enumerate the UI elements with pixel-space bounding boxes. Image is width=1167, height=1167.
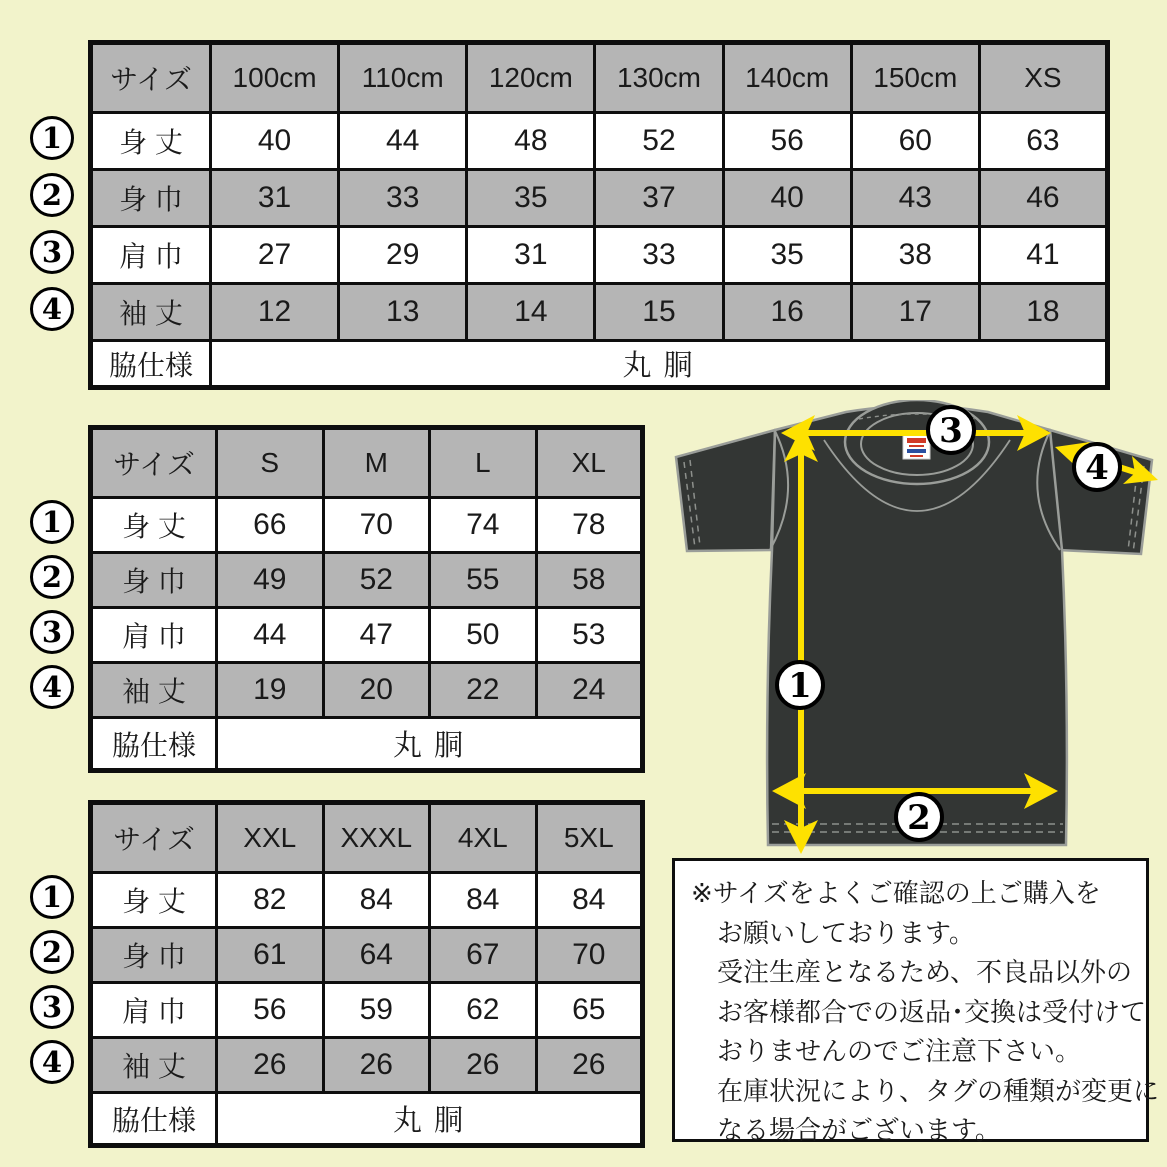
- value-cell: 16: [723, 284, 851, 341]
- value-cell: 52: [595, 113, 723, 170]
- value-cell: 66: [217, 498, 324, 553]
- row-label: 袖 丈: [91, 663, 217, 718]
- row-label: 身 巾: [91, 170, 211, 227]
- table-row: [91, 113, 1108, 170]
- header-cell: S: [217, 428, 324, 498]
- table-row: [91, 873, 643, 928]
- notice-line: なる場合がございます。: [717, 1115, 1001, 1145]
- value-cell: 31: [211, 170, 339, 227]
- value-cell: 20: [323, 663, 430, 718]
- row-label: 袖 丈: [91, 1038, 217, 1093]
- value-cell: 43: [851, 170, 979, 227]
- marker-1-label: 1: [788, 666, 812, 706]
- table-header-row: [91, 803, 643, 873]
- footer-value: 丸 胴: [217, 718, 643, 771]
- footer-label: 脇仕様: [91, 718, 217, 771]
- row-marker-1: 1: [30, 500, 74, 544]
- size-table-kids: [88, 40, 1110, 390]
- value-cell: 38: [851, 227, 979, 284]
- header-cell: サイズ: [91, 428, 217, 498]
- notice-line: お願いしております。: [717, 917, 975, 948]
- notice-line: ※サイズをよくご確認の上ご購入を: [691, 878, 1101, 908]
- header-cell: 150cm: [851, 43, 979, 113]
- row-marker-4: 4: [30, 665, 74, 709]
- row-marker-4: 4: [30, 1040, 74, 1084]
- value-cell: 61: [217, 928, 324, 983]
- row-marker-3: 3: [30, 610, 74, 654]
- row-label: 身 巾: [91, 553, 217, 608]
- value-cell: 35: [467, 170, 595, 227]
- marker-4-label: 4: [1085, 448, 1109, 488]
- table-footer-row: [91, 718, 643, 771]
- value-cell: 56: [217, 983, 324, 1038]
- value-cell: 41: [979, 227, 1107, 284]
- value-cell: 59: [323, 983, 430, 1038]
- header-cell: 120cm: [467, 43, 595, 113]
- table-header-row: [91, 428, 643, 498]
- row-marker-3: 3: [30, 230, 74, 274]
- value-cell: 22: [430, 663, 537, 718]
- header-cell: M: [323, 428, 430, 498]
- value-cell: 65: [536, 983, 643, 1038]
- row-label: 身 丈: [91, 498, 217, 553]
- tshirt-measurement-diagram: [660, 400, 1165, 860]
- value-cell: 58: [536, 553, 643, 608]
- value-cell: 26: [536, 1038, 643, 1093]
- table-footer-row: [91, 341, 1108, 388]
- marker-circle-4: [1074, 444, 1120, 490]
- value-cell: 27: [211, 227, 339, 284]
- value-cell: 67: [430, 928, 537, 983]
- value-cell: 12: [211, 284, 339, 341]
- table-row: [91, 498, 643, 553]
- value-cell: 15: [595, 284, 723, 341]
- row-label: 肩 巾: [91, 227, 211, 284]
- header-cell: 140cm: [723, 43, 851, 113]
- value-cell: 56: [723, 113, 851, 170]
- value-cell: 70: [323, 498, 430, 553]
- size-table-big: [88, 800, 645, 1148]
- marker-3-label: 3: [939, 411, 963, 451]
- header-cell: XXL: [217, 803, 324, 873]
- value-cell: 33: [339, 170, 467, 227]
- row-label: 袖 丈: [91, 284, 211, 341]
- value-cell: 33: [595, 227, 723, 284]
- value-cell: 74: [430, 498, 537, 553]
- table-row: [91, 553, 643, 608]
- value-cell: 70: [536, 928, 643, 983]
- header-cell: 110cm: [339, 43, 467, 113]
- value-cell: 31: [467, 227, 595, 284]
- value-cell: 24: [536, 663, 643, 718]
- value-cell: 82: [217, 873, 324, 928]
- value-cell: 26: [323, 1038, 430, 1093]
- size-table-adult: [88, 425, 645, 773]
- value-cell: 18: [979, 284, 1107, 341]
- notice-line: 在庫状況により、タグの種類が変更に: [717, 1075, 1160, 1106]
- tshirt-sleeve-left: [676, 430, 775, 551]
- value-cell: 55: [430, 553, 537, 608]
- notice-line: おりませんのでご注意下さい。: [717, 1036, 1082, 1066]
- value-cell: 26: [430, 1038, 537, 1093]
- table-row: [91, 1038, 643, 1093]
- header-cell: 100cm: [211, 43, 339, 113]
- value-cell: 40: [723, 170, 851, 227]
- value-cell: 50: [430, 608, 537, 663]
- value-cell: 48: [467, 113, 595, 170]
- row-label: 肩 巾: [91, 608, 217, 663]
- value-cell: 26: [217, 1038, 324, 1093]
- value-cell: 84: [536, 873, 643, 928]
- footer-label: 脇仕様: [91, 341, 211, 388]
- value-cell: 47: [323, 608, 430, 663]
- row-marker-3: 3: [30, 985, 74, 1029]
- footer-value: 丸 胴: [217, 1093, 643, 1146]
- row-label: 身 丈: [91, 113, 211, 170]
- row-label: 身 丈: [91, 873, 217, 928]
- header-cell: 130cm: [595, 43, 723, 113]
- value-cell: 84: [430, 873, 537, 928]
- value-cell: 40: [211, 113, 339, 170]
- value-cell: 78: [536, 498, 643, 553]
- marker-2-label: 2: [907, 798, 931, 838]
- value-cell: 37: [595, 170, 723, 227]
- brand-tag: [903, 434, 930, 459]
- value-cell: 49: [217, 553, 324, 608]
- value-cell: 44: [217, 608, 324, 663]
- header-cell: XL: [536, 428, 643, 498]
- value-cell: 52: [323, 553, 430, 608]
- purchase-notice-box: [672, 858, 1160, 1145]
- value-cell: 17: [851, 284, 979, 341]
- value-cell: 84: [323, 873, 430, 928]
- header-cell: XS: [979, 43, 1107, 113]
- footer-label: 脇仕様: [91, 1093, 217, 1146]
- header-cell: 4XL: [430, 803, 537, 873]
- table-row: [91, 983, 643, 1038]
- value-cell: 53: [536, 608, 643, 663]
- value-cell: 62: [430, 983, 537, 1038]
- table-row: [91, 284, 1108, 341]
- table-header-row: [91, 43, 1108, 113]
- header-cell: サイズ: [91, 803, 217, 873]
- row-marker-1: 1: [30, 116, 74, 160]
- row-label: 身 巾: [91, 928, 217, 983]
- row-marker-2: 2: [30, 930, 74, 974]
- notice-line: お客様都合での返品･交換は受付けて: [717, 996, 1147, 1027]
- value-cell: 63: [979, 113, 1107, 170]
- value-cell: 14: [467, 284, 595, 341]
- row-marker-4: 4: [30, 287, 74, 331]
- header-cell: 5XL: [536, 803, 643, 873]
- table-footer-row: [91, 1093, 643, 1146]
- marker-circle-3: [928, 407, 974, 453]
- value-cell: 29: [339, 227, 467, 284]
- notice-line: 受注生産となるため、不良品以外の: [717, 957, 1132, 987]
- marker-circle-1: [777, 662, 823, 708]
- table-row: [91, 928, 643, 983]
- table-row: [91, 170, 1108, 227]
- marker-circle-2: [896, 794, 942, 840]
- table-row: [91, 663, 643, 718]
- value-cell: 44: [339, 113, 467, 170]
- header-cell: XXXL: [323, 803, 430, 873]
- value-cell: 60: [851, 113, 979, 170]
- row-marker-1: 1: [30, 875, 74, 919]
- header-cell: サイズ: [91, 43, 211, 113]
- table-row: [91, 608, 643, 663]
- header-cell: L: [430, 428, 537, 498]
- value-cell: 46: [979, 170, 1107, 227]
- value-cell: 64: [323, 928, 430, 983]
- row-marker-2: 2: [30, 173, 74, 217]
- row-marker-2: 2: [30, 555, 74, 599]
- table-row: [91, 227, 1108, 284]
- footer-value: 丸 胴: [211, 341, 1108, 388]
- value-cell: 19: [217, 663, 324, 718]
- row-label: 肩 巾: [91, 983, 217, 1038]
- value-cell: 35: [723, 227, 851, 284]
- value-cell: 13: [339, 284, 467, 341]
